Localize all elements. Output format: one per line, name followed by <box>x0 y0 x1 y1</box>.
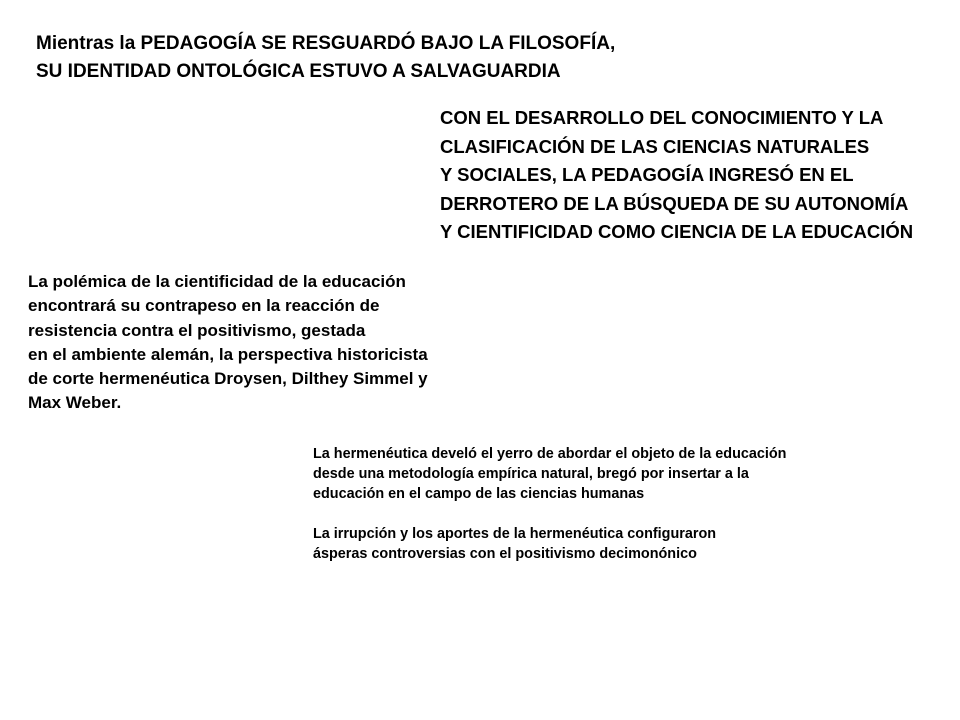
hermeneutics-line: ásperas controversias con el positivismo decimonónico <box>313 546 697 562</box>
polemic-line: Max Weber. <box>28 393 122 413</box>
development-text-block <box>440 104 913 247</box>
hermeneutics-line: La irrupción y los aportes de la hermenéutica configuraron <box>313 526 717 542</box>
development-line: Y CIENTIFICIDAD COMO CIENCIA DE LA EDUCACIÓN <box>440 221 914 242</box>
polemic-line: de corte hermenéutica Droysen, Dilthey Simmel y <box>28 369 428 389</box>
paragraph-spacer <box>313 504 786 524</box>
hermeneutics-paragraph-2 <box>313 524 786 564</box>
hermeneutics-line: educación en el campo de las ciencias humanas <box>313 486 645 502</box>
intro-text-block <box>36 30 615 86</box>
hermeneutics-paragraph-1 <box>313 444 786 504</box>
development-line: CLASIFICACIÓN DE LAS CIENCIAS NATURALES <box>440 135 870 157</box>
polemic-line: resistencia contra el positivismo, gestada <box>28 320 366 340</box>
hermeneutics-line: desde una metodología empírica natural, bregó por insertar a la <box>313 466 749 482</box>
polemic-line: en el ambiente alemán, la perspectiva historicista <box>28 344 428 364</box>
development-line: CON EL DESARROLLO DEL CONOCIMIENTO Y LA <box>440 107 884 128</box>
polemic-text-block <box>28 270 428 416</box>
polemic-line: La polémica de la cientificidad de la educación <box>28 272 406 291</box>
polemic-line: encontrará su contrapeso en la reacción de <box>28 296 380 316</box>
intro-line: Mientras la PEDAGOGÍA SE RESGUARDÓ BAJO LA FILOSOFÍA, <box>36 33 616 54</box>
hermeneutics-line: La hermenéutica develó el yerro de abordar el objeto de la educación <box>313 446 787 462</box>
hermeneutics-text-block <box>313 444 786 564</box>
development-line: DERROTERO DE LA BÚSQUEDA DE SU AUTONOMÍA <box>440 192 909 214</box>
development-line: Y SOCIALES, LA PEDAGOGÍA INGRESÓ EN EL <box>440 164 854 185</box>
intro-line: SU IDENTIDAD ONTOLÓGICA ESTUVO A SALVAGUARDIA <box>36 61 561 82</box>
